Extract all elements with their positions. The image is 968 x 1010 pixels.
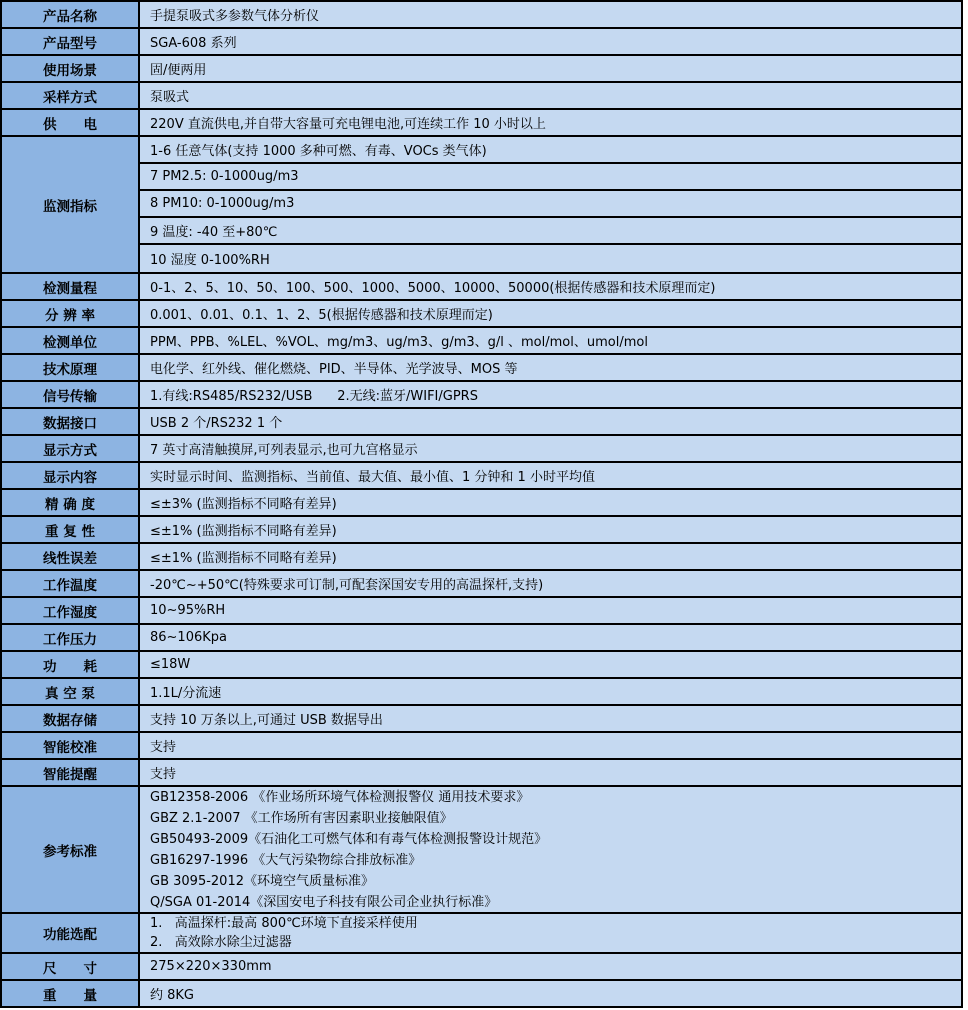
row-label: 技术原理: [2, 355, 140, 380]
row-label: 智能提醒: [2, 760, 140, 785]
standard-item: GB50493-2009《石油化工可燃气体和有毒气体检测报警设计规范》: [150, 831, 548, 847]
row-label: 工作湿度: [2, 598, 140, 623]
row-product-model: [2, 29, 961, 56]
options-list: [140, 914, 961, 952]
standards-list: [140, 787, 961, 912]
row-label: 使用场景: [2, 56, 140, 81]
row-label: 检测单位: [2, 328, 140, 353]
option-item: 1. 高温探杆:最高 800℃环境下直接采样使用: [150, 916, 418, 931]
row-working-temperature: [2, 571, 961, 598]
row-repeatability: [2, 517, 961, 544]
row-label: 智能校准: [2, 733, 140, 758]
row-value: ≤±1% (监测指标不同略有差异): [140, 544, 961, 569]
row-data-storage: [2, 706, 961, 733]
row-label: 重 量: [2, 981, 140, 1006]
row-value: 固/便两用: [140, 56, 961, 81]
standard-item: Q/SGA 01-2014《深国安电子科技有限公司企业执行标准》: [150, 894, 498, 910]
row-value: ≤±3% (监测指标不同略有差异): [140, 490, 961, 515]
row-linearity-error: [2, 544, 961, 571]
row-weight: [2, 981, 961, 1008]
row-value: PPM、PPB、%LEL、%VOL、mg/m3、ug/m3、g/m3、g/l 、mol/mol、umol/mol: [140, 328, 961, 353]
row-power-consumption: [2, 652, 961, 679]
row-label: 尺 寸: [2, 954, 140, 979]
row-value: USB 2 个/RS232 1 个: [140, 409, 961, 434]
row-monitor-indicators: [2, 137, 961, 274]
row-value: SGA-608 系列: [140, 29, 961, 54]
row-label: 功能选配: [2, 914, 140, 952]
row-technical-principle: [2, 355, 961, 382]
row-label: 参考标准: [2, 787, 140, 912]
row-value: 0.001、0.01、0.1、1、2、5(根据传感器和技术原理而定): [140, 301, 961, 326]
row-detection-range: [2, 274, 961, 301]
row-label: 工作温度: [2, 571, 140, 596]
row-label: 精 确 度: [2, 490, 140, 515]
row-value: ≤±1% (监测指标不同略有差异): [140, 517, 961, 542]
row-value: 86~106Kpa: [140, 625, 961, 650]
row-sampling-method: [2, 83, 961, 110]
row-label: 监测指标: [2, 137, 140, 272]
row-label: 数据存储: [2, 706, 140, 731]
row-label: 显示内容: [2, 463, 140, 488]
row-display-content: [2, 463, 961, 490]
row-label: 显示方式: [2, 436, 140, 461]
row-optional-features: [2, 914, 961, 954]
row-smart-calibration: [2, 733, 961, 760]
row-dimensions: [2, 954, 961, 981]
standard-item: GB16297-1996 《大气污染物综合排放标准》: [150, 852, 422, 868]
row-value: 1.有线:RS485/RS232/USB 2.无线:蓝牙/WIFI/GPRS: [140, 382, 961, 407]
row-label: 供 电: [2, 110, 140, 135]
standard-item: GB12358-2006 《作业场所环境气体检测报警仪 通用技术要求》: [150, 789, 530, 805]
row-label: 线性误差: [2, 544, 140, 569]
row-label: 真 空 泵: [2, 679, 140, 704]
standard-item: GB 3095-2012《环境空气质量标准》: [150, 873, 374, 889]
row-value: 电化学、红外线、催化燃烧、PID、半导体、光学波导、MOS 等: [140, 355, 961, 380]
row-value: 220V 直流供电,并自带大容量可充电锂电池,可连续工作 10 小时以上: [140, 110, 961, 135]
row-product-name: [2, 2, 961, 29]
row-power-supply: [2, 110, 961, 137]
row-signal-transmission: [2, 382, 961, 409]
row-value: 约 8KG: [140, 981, 961, 1006]
row-label: 重 复 性: [2, 517, 140, 542]
row-label: 功 耗: [2, 652, 140, 677]
row-vacuum-pump: [2, 679, 961, 706]
row-value: ≤18W: [140, 652, 961, 677]
row-label: 产品型号: [2, 29, 140, 54]
row-value: 0-1、2、5、10、50、100、500、1000、5000、10000、50000(根据传感器和技术原理而定): [140, 274, 961, 299]
row-working-pressure: [2, 625, 961, 652]
monitor-item: 8 PM10: 0-1000ug/m3: [140, 191, 961, 218]
row-value: 支持: [140, 760, 961, 785]
row-detection-unit: [2, 328, 961, 355]
row-working-humidity: [2, 598, 961, 625]
row-reference-standards: [2, 787, 961, 914]
row-resolution: [2, 301, 961, 328]
standard-item: GBZ 2.1-2007 《工作场所有害因素职业接触限值》: [150, 810, 453, 826]
monitor-items: [140, 137, 961, 272]
row-value: 10~95%RH: [140, 598, 961, 623]
row-label: 采样方式: [2, 83, 140, 108]
monitor-item: 1-6 任意气体(支持 1000 多种可燃、有毒、VOCs 类气体): [140, 137, 961, 164]
row-value: -20℃~+50℃(特殊要求可订制,可配套深国安专用的高温探杆,支持): [140, 571, 961, 596]
row-smart-reminder: [2, 760, 961, 787]
row-value: 275×220×330mm: [140, 954, 961, 979]
row-value: 1.1L/分流速: [140, 679, 961, 704]
monitor-item: 7 PM2.5: 0-1000ug/m3: [140, 164, 961, 191]
row-accuracy: [2, 490, 961, 517]
row-label: 工作压力: [2, 625, 140, 650]
monitor-item: 9 温度: -40 至+80℃: [140, 218, 961, 245]
row-label: 产品名称: [2, 2, 140, 27]
row-usage-scene: [2, 56, 961, 83]
row-value: 手提泵吸式多参数气体分析仪: [140, 2, 961, 27]
row-label: 检测量程: [2, 274, 140, 299]
row-value: 支持: [140, 733, 961, 758]
row-value: 7 英寸高清触摸屏,可列表显示,也可九宫格显示: [140, 436, 961, 461]
row-display-mode: [2, 436, 961, 463]
row-value: 实时显示时间、监测指标、当前值、最大值、最小值、1 分钟和 1 小时平均值: [140, 463, 961, 488]
row-value: 泵吸式: [140, 83, 961, 108]
row-label: 信号传输: [2, 382, 140, 407]
row-data-interface: [2, 409, 961, 436]
row-value: 支持 10 万条以上,可通过 USB 数据导出: [140, 706, 961, 731]
monitor-item: 10 湿度 0-100%RH: [150, 253, 270, 268]
row-label: 数据接口: [2, 409, 140, 434]
option-item: 2. 高效除水除尘过滤器: [150, 935, 292, 950]
row-label: 分 辨 率: [2, 301, 140, 326]
